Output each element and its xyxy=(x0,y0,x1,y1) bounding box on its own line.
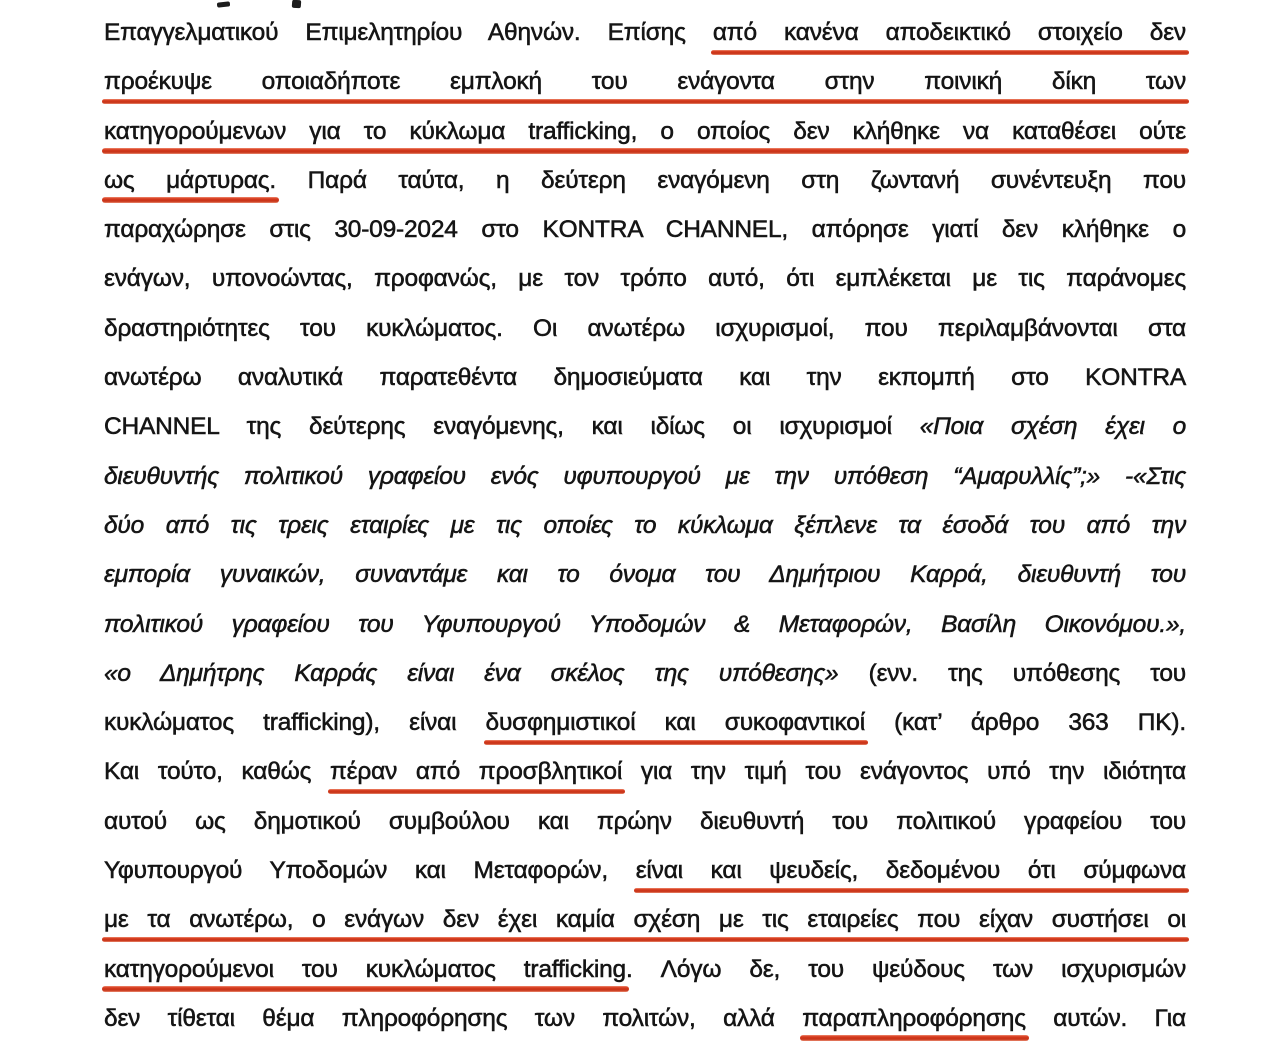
text-line xyxy=(104,353,1186,402)
text-segment: ενάγων, υπονοώντας, προφανώς, με τον τρόπο αυτό, ότι εμπλέκεται με τις παράνομες xyxy=(104,265,1186,293)
text-line xyxy=(104,501,1186,550)
text-segment: CHANNEL της δεύτερης εναγόμενης, και ιδίως οι ισχυρισμοί xyxy=(104,413,920,441)
text-line xyxy=(104,994,1186,1043)
text-segment: αυτών. Για xyxy=(1025,1004,1187,1032)
document-text-block xyxy=(104,8,1186,1043)
text-line xyxy=(104,304,1186,353)
text-segment: εμπορία γυναικών, συναντάμε και το όνομα του Δημήτριου Καρρά, διευθυντή του xyxy=(104,561,1186,589)
text-segment: δραστηριότητες του κυκλώματος. Οι ανωτέρω ισχυρισμοί, που περιλαμβάνονται στα xyxy=(104,314,1186,342)
red-underlined-text: παραπληροφόρησης xyxy=(802,1004,1026,1032)
text-segment: κυκλώματος trafficking), είναι xyxy=(104,709,486,737)
text-segment: Υφυπουργού Υποδομών και Μεταφορών, xyxy=(104,857,636,885)
text-line xyxy=(104,452,1186,501)
text-line xyxy=(104,797,1186,846)
text-line xyxy=(104,600,1186,649)
text-segment: «ο Δημήτρης Καρράς είναι ένα σκέλος της υπόθεσης» xyxy=(104,659,839,687)
text-segment: διευθυντής πολιτικού γραφείου ενός υφυπουργού με την υπόθεση “Αμαρυλλίς”;» -«Στις xyxy=(104,462,1186,490)
text-line xyxy=(104,8,1186,57)
text-line xyxy=(104,846,1186,895)
red-underlined-text: κατηγορούμενων για το κύκλωμα trafficking, ο οποίος δεν κλήθηκε να καταθέσει ούτε xyxy=(104,117,1186,145)
text-segment: ανωτέρω αναλυτικά παρατεθέντα δημοσιεύματα και την εκπομπή στο KONTRA xyxy=(104,364,1186,392)
text-line xyxy=(104,107,1186,156)
text-line xyxy=(104,205,1186,254)
red-underlined-text: είναι και ψευδείς, δεδομένου ότι σύμφωνα xyxy=(635,857,1187,885)
text-line xyxy=(104,747,1186,796)
text-line xyxy=(104,402,1186,451)
text-line xyxy=(104,649,1186,698)
red-underlined-text: κατηγορούμενοι του κυκλώματος trafficking xyxy=(104,955,626,983)
red-underlined-text: με τα ανωτέρω, ο ενάγων δεν έχει καμία σχέση με τις εταιρείες που είχαν συστήσει οι xyxy=(104,906,1186,934)
text-line xyxy=(104,254,1186,303)
text-line xyxy=(104,550,1186,599)
text-line xyxy=(104,156,1186,205)
cut-off-glyph-fragment xyxy=(217,1,230,7)
text-segment: (ενν. της υπόθεσης του xyxy=(838,659,1187,687)
red-underlined-text: από κανένα αποδεικτικό στοιχείο δεν xyxy=(712,19,1186,46)
text-segment: δύο από τις τρεις εταιρίες με τις οποίες το κύκλωμα ξέπλενε τα έσοδά του από την xyxy=(104,511,1186,539)
text-segment: για την τιμή του ενάγοντος υπό την ιδιότητα xyxy=(622,758,1187,786)
text-segment: αυτού ως δημοτικού συμβούλου και πρώην διευθυντή του πολιτικού γραφείου του xyxy=(104,807,1186,835)
red-underlined-text: πέραν από προσβλητικοί xyxy=(329,758,623,786)
red-underlined-text: δυσφημιστικοί και συκοφαντικοί xyxy=(485,709,865,737)
text-line xyxy=(104,895,1186,944)
red-underlined-text: προέκυψε οποιαδήποτε εμπλοκή του ενάγοντα στην ποινική δίκη των xyxy=(104,68,1186,96)
text-segment: Και τούτο, καθώς xyxy=(104,758,330,786)
text-segment: «Ποια σχέση έχει ο xyxy=(919,413,1186,441)
text-segment: Παρά ταύτα, η δεύτερη εναγόμενη στη ζωντανή συνέντευξη που xyxy=(276,166,1186,194)
text-segment: . Λόγω δε, του ψεύδους των ισχυρισμών xyxy=(625,955,1186,983)
text-line xyxy=(104,698,1186,747)
text-line xyxy=(104,945,1186,994)
text-segment: παραχώρησε στις 30-09-2024 στο KONTRA CHANNEL, απόρησε γιατί δεν κλήθηκε ο xyxy=(104,216,1186,244)
text-segment: (κατ’ άρθρο 363 ΠΚ). xyxy=(864,709,1186,737)
text-line xyxy=(104,57,1186,106)
text-segment: δεν τίθεται θέμα πληροφόρησης των πολιτών, αλλά xyxy=(104,1004,803,1032)
text-segment: Επαγγελματικού Επιμελητηρίου Αθηνών. Επίσης xyxy=(104,19,713,46)
text-segment: πολιτικού γραφείου του Υφυπουργού Υποδομών & Μεταφορών, Βασίλη Οικονόμου.», xyxy=(104,610,1186,638)
red-underlined-text: ως μάρτυρας. xyxy=(104,166,277,194)
